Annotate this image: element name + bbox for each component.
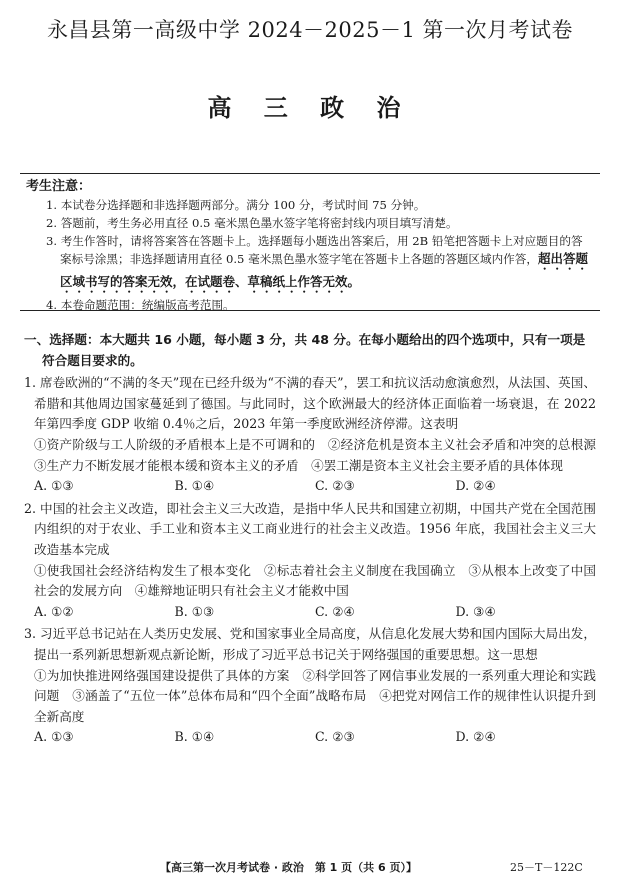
option-d: D. ②④ bbox=[455, 729, 496, 745]
question-stem: 1. 席卷欧洲的“不满的冬天”现在已经升级为“不满的春天”，罢工和抗议活动愈演愈烈，从法国、英国、希腊和其他周边国家蔓延到了德国。与此同时，这个欧洲最大的经济体正面临着一场衰退，在 2022 年第四季度 GDP 收缩 0.4％之后，2023 年第一季度欧洲经济停滞。这表明 bbox=[24, 375, 596, 432]
option-a: A. ①② bbox=[34, 603, 74, 619]
question-section bbox=[24, 330, 609, 750]
notice-heading: 考生注意： bbox=[26, 179, 92, 194]
notice-bold-warning: 超出答题区域书写的答案无效，在试题卷、草稿纸上作答无效。 bbox=[60, 251, 588, 289]
option-a: A. ①③ bbox=[34, 478, 74, 494]
notice-bottom-divider bbox=[20, 310, 600, 311]
question-statements: ①使我国社会经济结构发生了根本变化 ②标志着社会主义制度在我国确立 ③从根本上改变了中国社会的发展方向 ④雄辩地证明只有社会主义才能救中国 bbox=[34, 562, 596, 599]
option-b: B. ①④ bbox=[174, 729, 215, 745]
footer-page-info: 【高三第一次月考试卷 · 政治 第 1 页（共 6 页）】 bbox=[160, 861, 417, 874]
option-c: C. ②④ bbox=[315, 603, 355, 619]
subject-title: 高 三 政 治 bbox=[207, 94, 413, 122]
notice-top-divider bbox=[20, 173, 600, 174]
option-d: D. ③④ bbox=[455, 603, 496, 619]
question bbox=[24, 373, 609, 497]
option-c: C. ②③ bbox=[315, 729, 355, 745]
option-b: B. ①④ bbox=[174, 478, 215, 494]
notice-item: 4. 本卷命题范围：统编版高考范围。 bbox=[46, 298, 235, 312]
option-d: D. ②④ bbox=[455, 478, 496, 494]
notice-item bbox=[26, 232, 594, 296]
answer-options bbox=[24, 476, 596, 497]
question-statements: ①为加快推进网络强国建设提供了具体的方案 ②科学回答了网信事业发展的一系列重大理论和实践问题 ③涵盖了“五位一体”总体布局和“四个全面”战略布局 ④把党对网信工作的规律性认识提升到全新高度 bbox=[34, 667, 596, 724]
notice-item: 1. 本试卷分选择题和非选择题两部分。满分 100 分，考试时间 75 分钟。 bbox=[46, 198, 426, 212]
question-stem: 3. 习近平总书记站在人类历史发展、党和国家事业全局高度，从信息化发展大势和国内国际大局出发，提出一系列新思想新观点新论断，形成了习近平总书记关于网络强国的重要思想。这一思想 bbox=[24, 626, 596, 662]
question bbox=[24, 624, 596, 748]
exam-title: 永昌县第一高级中学 2024－2025－1 第一次月考试卷 bbox=[46, 18, 574, 42]
notice-item: 2. 答题前，考生务必用直径 0.5 毫米黑色墨水签字笔将密封线内项目填写清楚。 bbox=[46, 216, 458, 230]
question-statements: ①资产阶级与工人阶级的矛盾根本上是不可调和的 ②经济危机是资本主义社会矛盾和冲突的总根源 ③生产力不断发展才能根本缓和资本主义的矛盾 ④罢工潮是资本主义社会主要矛盾的具体体现 bbox=[34, 436, 609, 473]
option-b: B. ①③ bbox=[174, 603, 215, 619]
option-c: C. ②③ bbox=[315, 478, 355, 494]
candidate-notice bbox=[26, 178, 594, 314]
option-a: A. ①③ bbox=[34, 729, 74, 745]
question-stem: 2. 中国的社会主义改造，即社会主义三大改造，是指中华人民共和国建立初期，中国共产党在全国范围内组织的对于农业、手工业和资本主义工商业进行的社会主义改造。1956 年底，我国社会主义三大改造基本完成 bbox=[24, 500, 596, 557]
answer-options bbox=[24, 602, 596, 623]
answer-options bbox=[24, 727, 596, 748]
footer-exam-code: 25－T－122C bbox=[510, 861, 583, 874]
section-heading: 一、选择题：本大题共 16 小题，每小题 3 分，共 48 分。在每小题给出的四个选项中，只有一项是符合题目要求的。 bbox=[24, 332, 586, 368]
question bbox=[24, 499, 596, 623]
notice-item-text: 3. 考生作答时，请将答案答在答题卡上。选择题每小题选出答案后，用 2B 铅笔把答题卡上对应题目的答案标号涂黑；非选择题请用直径 0.5 毫米黑色墨水签字笔在答题卡上各题的答题区域内作答， bbox=[46, 234, 583, 266]
